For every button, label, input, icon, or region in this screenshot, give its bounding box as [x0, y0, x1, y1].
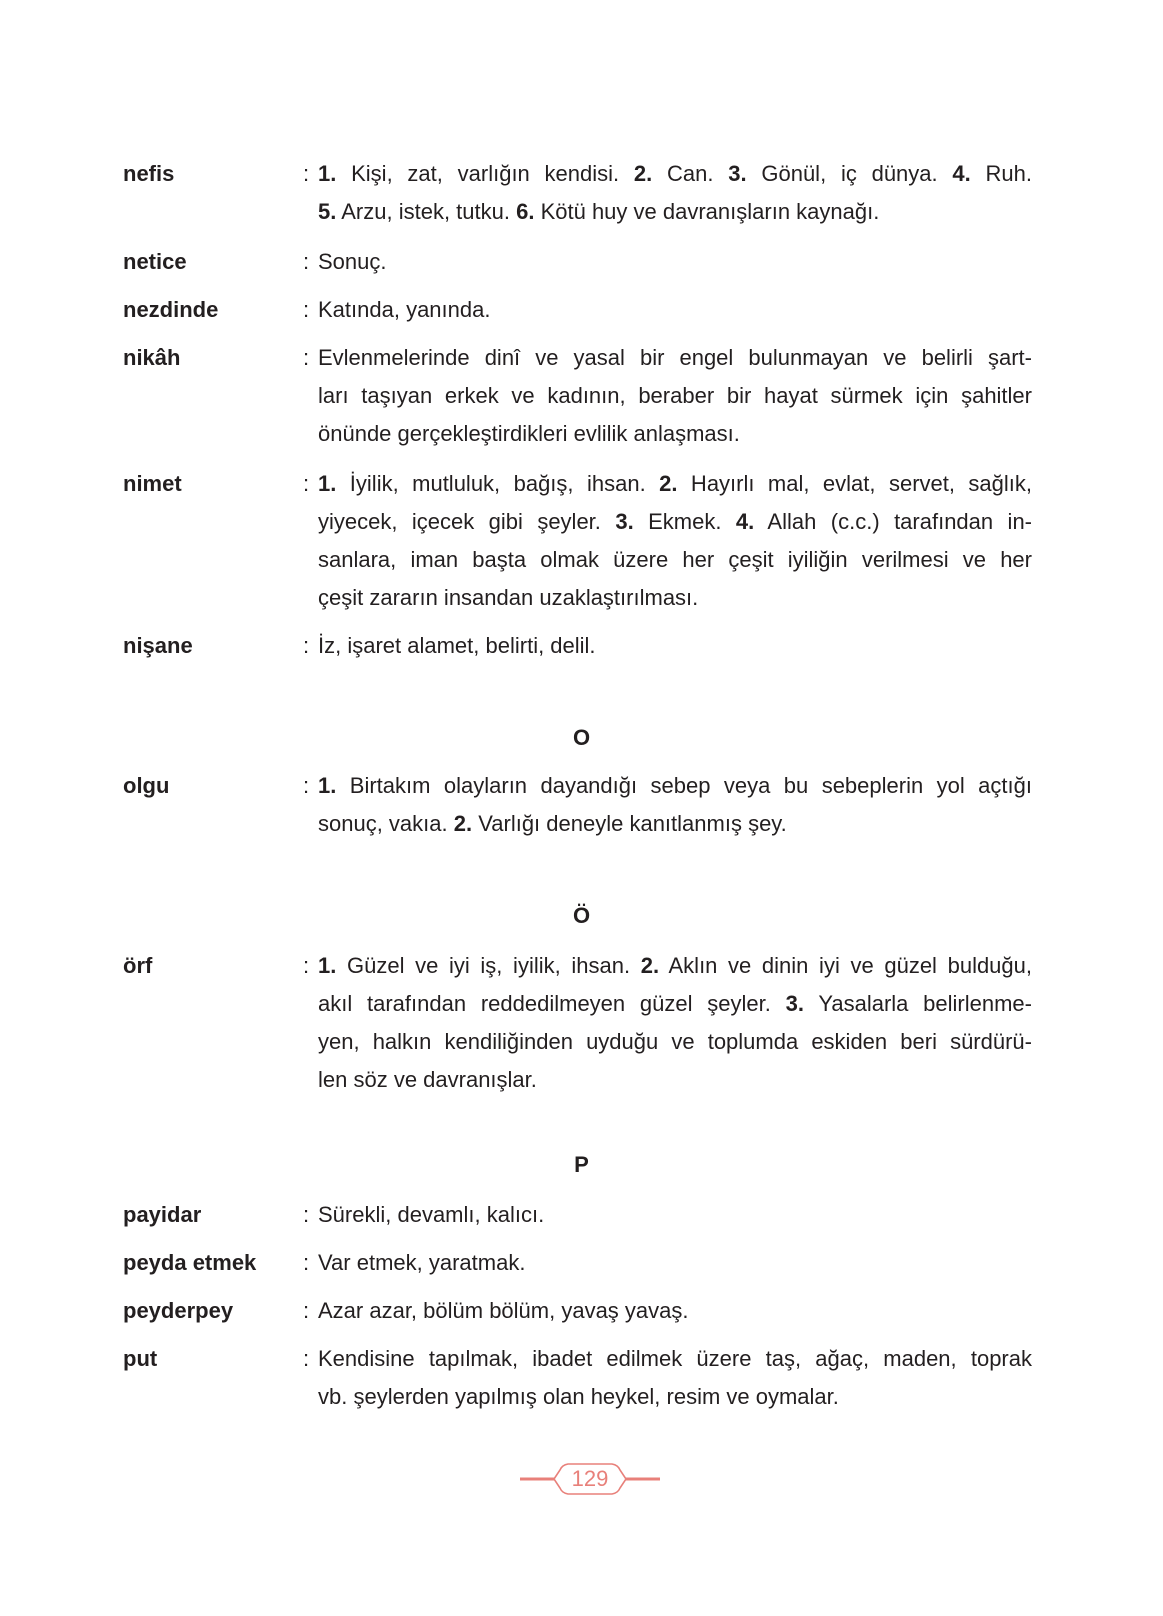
section-heading-o: O — [572, 725, 591, 750]
entry-definition — [318, 1340, 1032, 1416]
definition-text: İz, işaret alamet, belirti, delil. — [318, 633, 596, 658]
definition-text: Arzu, istek, tutku. — [336, 199, 517, 224]
definition-line — [318, 243, 1032, 281]
entry-colon: : — [303, 1298, 310, 1323]
entry-term: put — [123, 1346, 158, 1371]
definition-line — [318, 193, 1032, 231]
entry-colon: : — [303, 297, 310, 322]
sense-number: 2. — [640, 953, 660, 978]
entry-term: nişane — [123, 633, 193, 658]
entry-definition — [318, 767, 1032, 843]
definition-text: Birtakım olayların dayandığı sebep veya bu sebeplerin yol açtığı — [336, 773, 1032, 798]
entry-definition — [318, 627, 1032, 665]
definition-line — [318, 1244, 1032, 1282]
definition-text: akıl tarafından reddedilmeyen güzel şeyler. — [318, 991, 786, 1016]
entry-definition — [318, 947, 1032, 1099]
entry-colon: : — [303, 161, 310, 186]
entry-colon: : — [303, 773, 310, 798]
entry-definition — [318, 1292, 1032, 1330]
definition-line — [318, 1292, 1032, 1330]
definition-text: Ekmek. — [633, 509, 736, 534]
entry-colon: : — [303, 1346, 310, 1371]
definition-text: vb. şeylerden yapılmış olan heykel, resim ve oymalar. — [318, 1384, 839, 1409]
definition-text: Var etmek, yaratmak. — [318, 1250, 526, 1275]
definition-text: Varlığı deneyle kanıtlanmış şey. — [472, 811, 787, 836]
section-heading-p: P — [574, 1152, 589, 1177]
definition-text: len söz ve davranışlar. — [318, 1067, 537, 1092]
entry-colon: : — [303, 345, 310, 370]
definition-line — [318, 1061, 1032, 1099]
definition-text: Katında, yanında. — [318, 297, 491, 322]
definition-text: Kişi, zat, varlığın kendisi. — [336, 161, 634, 186]
definition-text: yiyecek, içecek gibi şeyler. — [318, 509, 616, 534]
definition-text: Kötü huy ve davranışların kaynağı. — [534, 199, 880, 224]
sense-number: 6. — [516, 199, 535, 224]
entry-colon: : — [303, 953, 310, 978]
sense-number: 4. — [735, 509, 755, 534]
definition-line — [318, 985, 1032, 1023]
entry-term: netice — [123, 249, 187, 274]
definition-text: Evlenmelerinde dinî ve yasal bir engel bulunmayan ve belirli şart- — [318, 345, 1032, 370]
definition-line — [318, 947, 1032, 985]
definition-text: sonuç, vakıa. — [318, 811, 454, 836]
entry-colon: : — [303, 633, 310, 658]
entry-definition — [318, 243, 1032, 281]
entry-colon: : — [303, 249, 310, 274]
sense-number: 2. — [453, 811, 473, 836]
definition-text: Sonuç. — [318, 249, 387, 274]
definition-text: Aklın ve dinin iyi ve güzel bulduğu, — [659, 953, 1033, 978]
page-number: 129 — [571, 1466, 609, 1491]
definition-line — [318, 155, 1032, 193]
entry-definition — [318, 1196, 1032, 1234]
sense-number: 4. — [952, 161, 971, 186]
definition-text: Hayırlı mal, evlat, servet, sağlık, — [677, 471, 1032, 496]
entry-term: olgu — [123, 773, 170, 798]
definition-text: İyilik, mutluluk, bağış, ihsan. — [336, 471, 660, 496]
sense-number: 3. — [615, 509, 634, 534]
definition-text: Ruh. — [970, 161, 1032, 186]
definition-text: Kendisine tapılmak, ibadet edilmek üzere taş, ağaç, maden, toprak — [318, 1346, 1032, 1371]
entry-definition — [318, 291, 1032, 329]
sense-number: 1. — [318, 161, 337, 186]
entry-term: peyda etmek — [123, 1250, 257, 1275]
section-heading-oe: Ö — [572, 903, 591, 928]
definition-text: Güzel ve iyi iş, iyilik, ihsan. — [336, 953, 641, 978]
definition-line — [318, 767, 1032, 805]
definition-line — [318, 1340, 1032, 1378]
entry-definition — [318, 465, 1032, 617]
definition-line — [318, 339, 1032, 377]
definition-text: Azar azar, bölüm bölüm, yavaş yavaş. — [318, 1298, 689, 1323]
definition-text: yen, halkın kendiliğinden uyduğu ve toplumda eskiden beri sürdürü- — [318, 1029, 1032, 1054]
entry-definition — [318, 155, 1032, 231]
entry-colon: : — [303, 471, 310, 496]
sense-number: 1. — [318, 773, 337, 798]
page-number-ornament — [520, 1459, 660, 1499]
entry-term: nezdinde — [123, 297, 219, 322]
definition-text: Can. — [652, 161, 729, 186]
definition-text: çeşit zararın insandan uzaklaştırılması. — [318, 585, 699, 610]
definition-text: sanlara, iman başta olmak üzere her çeşit iyiliğin verilmesi ve her — [318, 547, 1032, 572]
definition-line — [318, 377, 1032, 415]
sense-number: 1. — [318, 953, 337, 978]
entry-term: payidar — [123, 1202, 202, 1227]
entry-definition — [318, 339, 1032, 453]
definition-line — [318, 503, 1032, 541]
entry-colon: : — [303, 1250, 310, 1275]
entry-term: örf — [123, 953, 153, 978]
sense-number: 3. — [785, 991, 804, 1016]
definition-line — [318, 291, 1032, 329]
definition-text: Allah (c.c.) tarafından in- — [754, 509, 1033, 534]
definition-text: önünde gerçekleştirdikleri evlilik anlaşması. — [318, 421, 740, 446]
sense-number: 2. — [659, 471, 678, 496]
definition-line — [318, 1196, 1032, 1234]
definition-line — [318, 805, 1032, 843]
entry-colon: : — [303, 1202, 310, 1227]
sense-number: 1. — [318, 471, 337, 496]
definition-line — [318, 627, 1032, 665]
definition-line — [318, 579, 1032, 617]
sense-number: 5. — [318, 199, 337, 224]
definition-line — [318, 1023, 1032, 1061]
entry-term: nikâh — [123, 345, 181, 370]
entry-definition — [318, 1244, 1032, 1282]
entry-term: peyderpey — [123, 1298, 234, 1323]
definition-line — [318, 465, 1032, 503]
sense-number: 2. — [633, 161, 653, 186]
entry-term: nefis — [123, 161, 175, 186]
definition-text: ları taşıyan erkek ve kadının, beraber bir hayat sürmek için şahitler — [318, 383, 1032, 408]
definition-line — [318, 541, 1032, 579]
sense-number: 3. — [728, 161, 747, 186]
definition-line — [318, 415, 1032, 453]
entry-term: nimet — [123, 471, 182, 496]
definition-text: Yasalarla belirlenme- — [803, 991, 1032, 1016]
definition-text: Sürekli, devamlı, kalıcı. — [318, 1202, 545, 1227]
definition-line — [318, 1378, 1032, 1416]
definition-text: Gönül, iç dünya. — [746, 161, 953, 186]
